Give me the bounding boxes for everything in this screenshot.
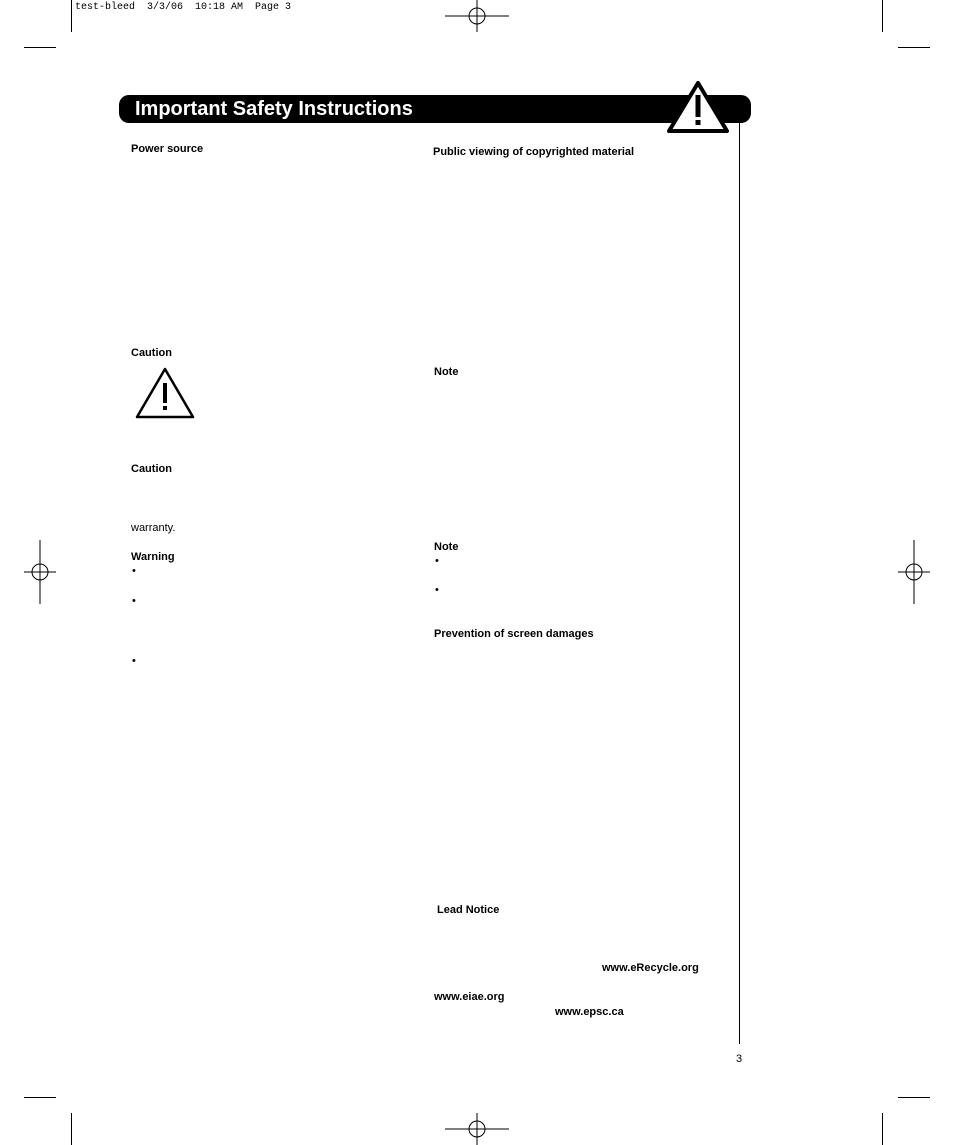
page-number: 3: [736, 1053, 743, 1065]
lead-notice-heading: Lead Notice: [437, 904, 500, 916]
link-epsc[interactable]: www.epsc.ca: [555, 1006, 624, 1018]
note-heading: Note: [434, 366, 459, 378]
note-heading-2: Note: [434, 541, 459, 553]
registration-target-bottom: [445, 1113, 509, 1145]
warranty-text: warranty.: [131, 522, 176, 534]
printer-slug: test-bleed 3/3/06 10:18 AM Page 3: [75, 2, 292, 13]
crop-mark: [24, 1097, 56, 1098]
link-erecycle[interactable]: www.eRecycle.org: [602, 962, 699, 974]
registration-target-top: [445, 0, 509, 32]
bullet-marker: •: [435, 584, 439, 596]
bullet-marker: •: [132, 595, 136, 607]
power-source-heading: Power source: [131, 143, 204, 155]
title-banner: [119, 95, 751, 123]
prevention-heading: Prevention of screen damages: [434, 628, 594, 640]
bullet-marker: •: [132, 565, 136, 577]
page-title: Important Safety Instructions: [135, 98, 413, 120]
crop-mark: [71, 0, 72, 32]
crop-mark: [24, 47, 56, 48]
registration-target-left: [24, 540, 56, 604]
bullet-marker: •: [435, 555, 439, 567]
crop-mark: [898, 1097, 930, 1098]
public-viewing-heading: Public viewing of copyrighted material: [433, 146, 635, 158]
bullet-marker: •: [132, 655, 136, 667]
registration-target-right: [898, 540, 930, 604]
crop-mark: [71, 1113, 72, 1145]
caution-heading-2: Caution: [131, 463, 172, 475]
caution-heading: Caution: [131, 347, 172, 359]
crop-mark: [882, 0, 883, 32]
crop-mark: [882, 1113, 883, 1145]
column-rule: [739, 123, 740, 1044]
caution-triangle-icon: [134, 366, 196, 420]
link-eiae[interactable]: www.eiae.org: [434, 991, 505, 1003]
warning-heading: Warning: [131, 551, 175, 563]
crop-mark: [898, 47, 930, 48]
warning-triangle-icon: [666, 80, 730, 134]
